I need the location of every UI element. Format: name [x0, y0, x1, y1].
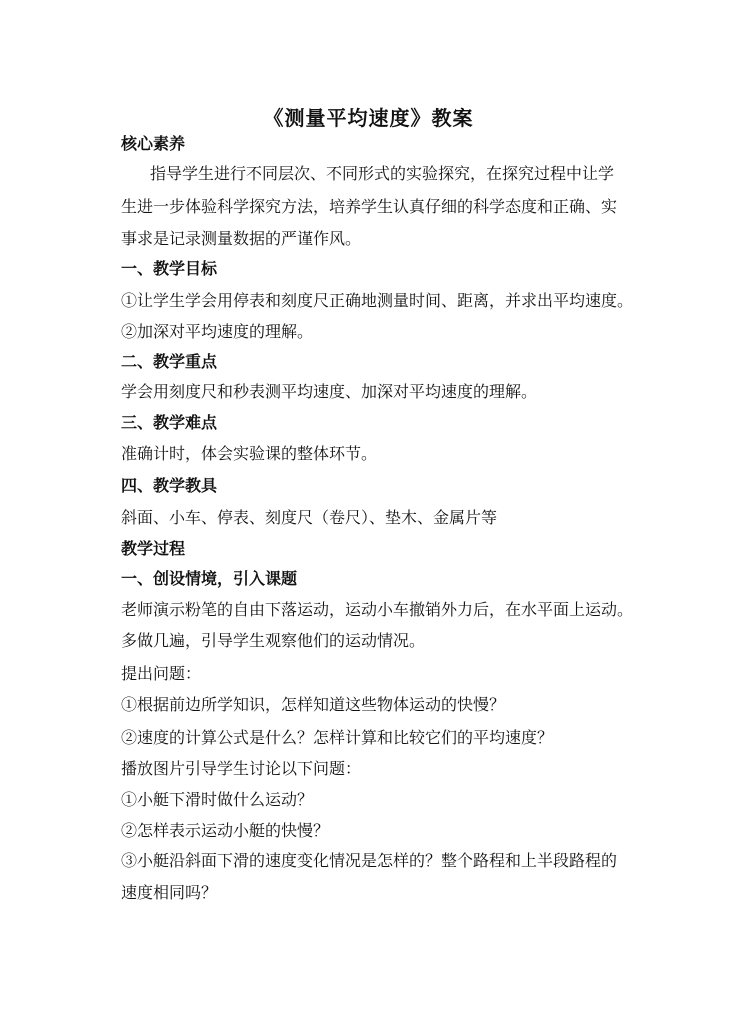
- section4-heading: 四、教学教具: [121, 476, 218, 495]
- core-text-line-1: 指导学生进行不同层次、不同形式的实验探究，在探究过程中让学: [150, 164, 615, 183]
- process-line-8: ②怎样表示运动小艇的快慢？: [121, 821, 330, 840]
- process-subheading: 一、创设情境，引入课题: [121, 569, 298, 588]
- section2-heading: 二、教学重点: [121, 352, 218, 371]
- section1-heading: 一、教学目标: [121, 259, 218, 278]
- process-line-4: ①根据前边所学知识，怎样知道这些物体运动的快慢？: [121, 695, 506, 714]
- document-title: 《测量平均速度》教案: [263, 106, 474, 130]
- process-line-5: ②速度的计算公式是什么？怎样计算和比较它们的平均速度？: [121, 728, 554, 747]
- core-heading: 核心素养: [121, 134, 186, 153]
- core-text-line-3: 事求是记录测量数据的严谨作风。: [121, 229, 362, 248]
- section1-item-2: ②加深对平均速度的理解。: [121, 322, 314, 341]
- process-line-7: ①小艇下滑时做什么运动？: [121, 790, 314, 809]
- process-line-1: 老师演示粉笔的自由下落运动，运动小车撤销外力后，在水平面上运动。: [121, 600, 634, 619]
- section2-text: 学会用刻度尺和秒表测平均速度、加深对平均速度的理解。: [121, 382, 538, 401]
- process-line-10: 速度相同吗？: [121, 883, 218, 902]
- process-line-3: 提出问题：: [121, 664, 202, 683]
- section4-text: 斜面、小车、停表、刻度尺（卷尺）、垫木、金属片等: [121, 508, 498, 527]
- process-line-6: 播放图片引导学生讨论以下问题：: [121, 759, 362, 778]
- section1-item-1: ①让学生学会用停表和刻度尺正确地测量时间、距离，并求出平均速度。: [121, 291, 634, 310]
- process-line-9: ③小艇沿斜面下滑的速度变化情况是怎样的？整个路程和上半段路程的: [121, 851, 618, 870]
- core-text-line-2: 生进一步体验科学探究方法，培养学生认真仔细的科学态度和正确、实: [121, 197, 618, 216]
- process-heading: 教学过程: [121, 539, 186, 558]
- section3-text: 准确计时，体会实验课的整体环节。: [121, 444, 378, 463]
- section3-heading: 三、教学难点: [121, 413, 218, 432]
- process-line-2: 多做几遍，引导学生观察他们的运动情况。: [121, 631, 426, 650]
